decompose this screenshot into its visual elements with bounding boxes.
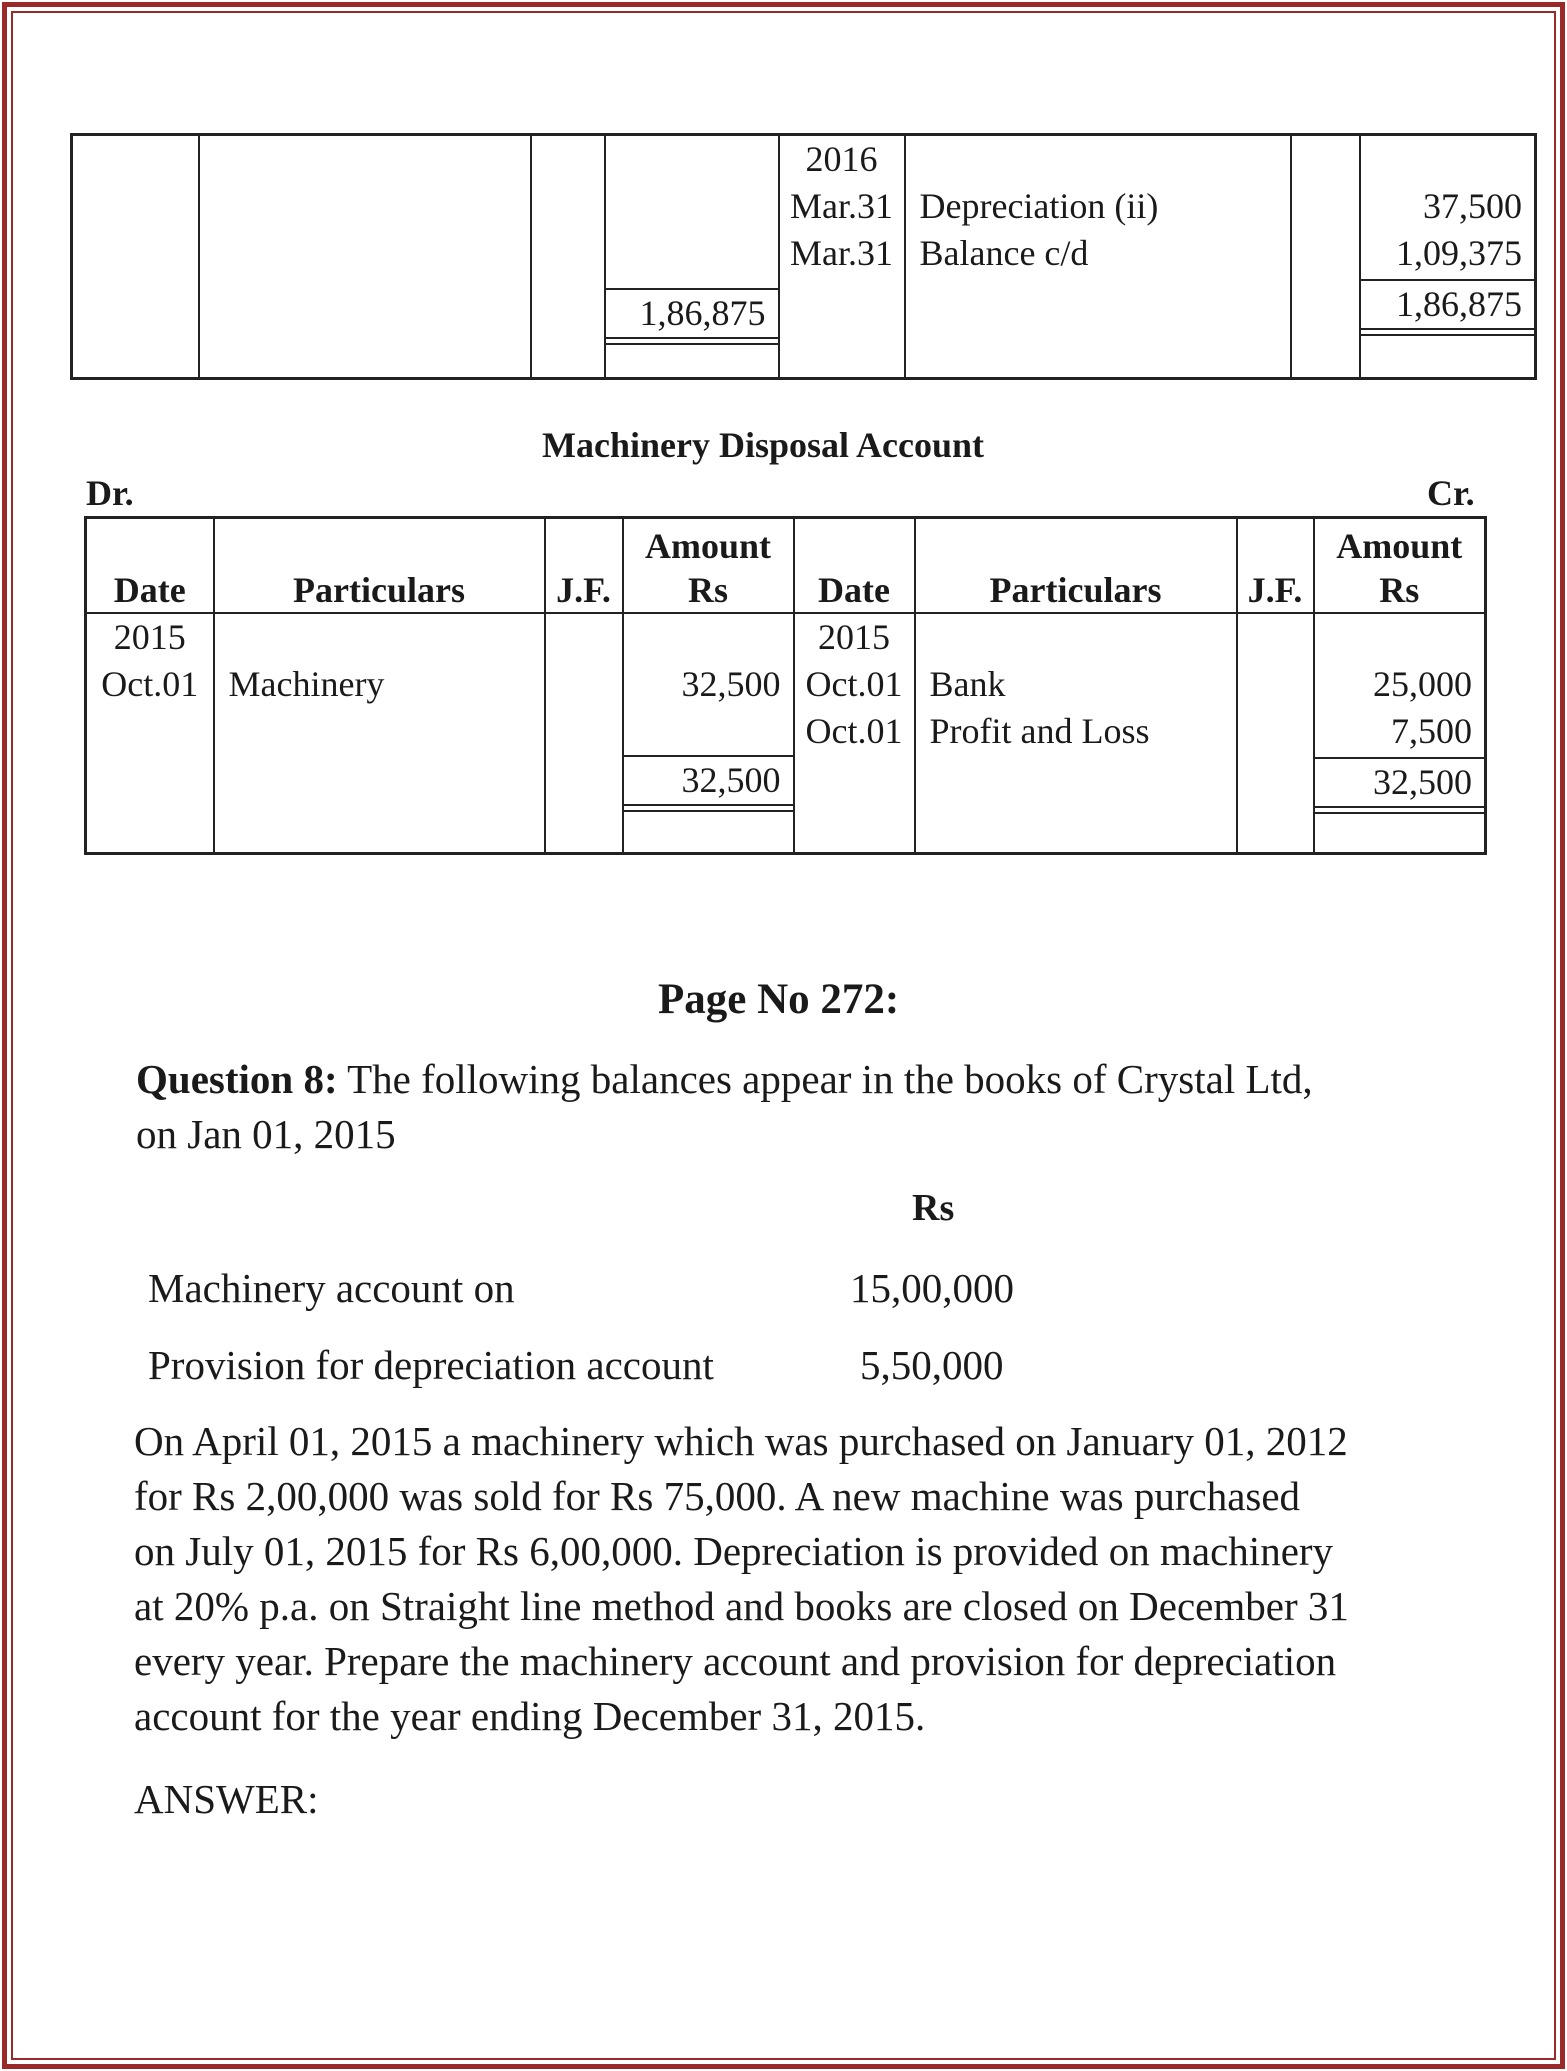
question-label: Question 8: [136,1056,338,1102]
question-line-2: on Jan 01, 2015 [136,1111,396,1157]
dr-particulars-cell [199,135,531,379]
cr-amount-1: 25,000 [1373,663,1472,704]
balance-label-1: Machinery account on [148,1265,515,1311]
balance-value-2: 5,50,000 [860,1342,1004,1388]
cr-jf-cell [1291,135,1360,379]
dr-particulars-cell [214,613,545,854]
cr-date-1: Mar.31 [790,186,893,226]
double-underline [1315,812,1485,815]
cr-particulars-cell [915,613,1237,854]
cr-jf-cell [1237,613,1314,854]
cr-year: 2016 [805,139,878,179]
balance-value-1: 15,00,000 [850,1265,1014,1311]
cr-amount-2: 1,09,375 [1396,233,1522,273]
cr-particulars-1: Depreciation (ii) [919,186,1159,226]
cr-date-2: Mar.31 [790,233,893,273]
dr-label: Dr. [86,473,134,513]
header-particulars-cr: Particulars [915,518,1237,613]
dr-year: 2015 [113,616,186,657]
header-amount-dr [623,518,794,613]
page-heading: Page No 272: [658,976,900,1023]
question-line-1 [136,1052,1436,1107]
machinery-account-continuation-table [70,133,1537,380]
currency-header: Rs [912,1187,955,1229]
dr-amount-1: 32,500 [681,663,781,704]
header-amount-line1: Amount [644,525,772,566]
paragraph-line: every year. Prepare the machinery account and provision for depreciation [134,1638,1337,1684]
cr-date-cell [794,613,915,854]
double-underline [606,343,778,346]
cr-particulars-cell [905,135,1291,379]
answer-label: ANSWER: [134,1776,319,1822]
cr-total: 1,86,875 [1361,279,1535,330]
paragraph-line: for Rs 2,00,000 was sold for Rs 75,000. A new machine was purchased [134,1473,1301,1519]
header-jf-dr: J.F. [545,518,623,613]
cr-amount-1: 37,500 [1423,186,1522,226]
cr-year: 2015 [818,616,890,657]
cr-amount-2: 7,500 [1391,710,1472,751]
paragraph-line: on July 01, 2015 for Rs 6,00,000. Depreciation is provided on machinery [134,1528,1334,1574]
header-jf-cr: J.F. [1237,518,1314,613]
cr-total: 32,500 [1315,757,1485,808]
cr-amount-cell [1360,135,1536,379]
cr-amount-cell [1314,613,1486,854]
machinery-disposal-account-table [84,516,1487,855]
double-underline [1361,334,1535,337]
paragraph-line: On April 01, 2015 a machinery which was purchased on January 01, 2012 [134,1418,1348,1464]
header-date-dr: Date [86,518,214,613]
cr-label: Cr. [1427,473,1475,513]
dr-amount-cell [605,135,779,379]
dr-jf-cell [531,135,605,379]
cr-date-cell [779,135,905,379]
dr-date-cell [86,613,214,854]
header-amount-cr [1314,518,1486,613]
dr-total: 32,500 [624,755,793,806]
header-amount-line1: Amount [1336,525,1463,566]
cr-date-1: Oct.01 [805,663,903,704]
header-date-cr: Date [794,518,915,613]
cr-particulars-2: Profit and Loss [929,710,1150,751]
disposal-account-title: Machinery Disposal Account [542,425,985,465]
dr-date-1: Oct.01 [101,663,199,704]
double-underline [624,810,793,813]
cr-date-2: Oct.01 [805,710,903,751]
dr-date-cell [72,135,199,379]
paragraph-line: at 20% p.a. on Straight line method and books are closed on December 31 [134,1583,1349,1629]
header-amount-line2: Rs [687,569,728,610]
dr-amount-cell [623,613,794,854]
balance-label-2: Provision for depreciation account [148,1342,714,1388]
cr-particulars-1: Bank [929,663,1006,704]
question-block [136,1052,1436,1162]
question-text: The following balances appear in the books of Crystal Ltd, [337,1056,1313,1102]
dr-total: 1,86,875 [606,288,778,339]
dr-particulars-1: Machinery [228,663,385,704]
dr-jf-cell [545,613,623,854]
header-amount-line2: Rs [1379,569,1420,610]
paragraph-line: account for the year ending December 31, 2015. [134,1693,926,1739]
question-paragraph [134,1414,1434,1744]
cr-particulars-2: Balance c/d [919,233,1089,273]
header-particulars-dr: Particulars [214,518,545,613]
